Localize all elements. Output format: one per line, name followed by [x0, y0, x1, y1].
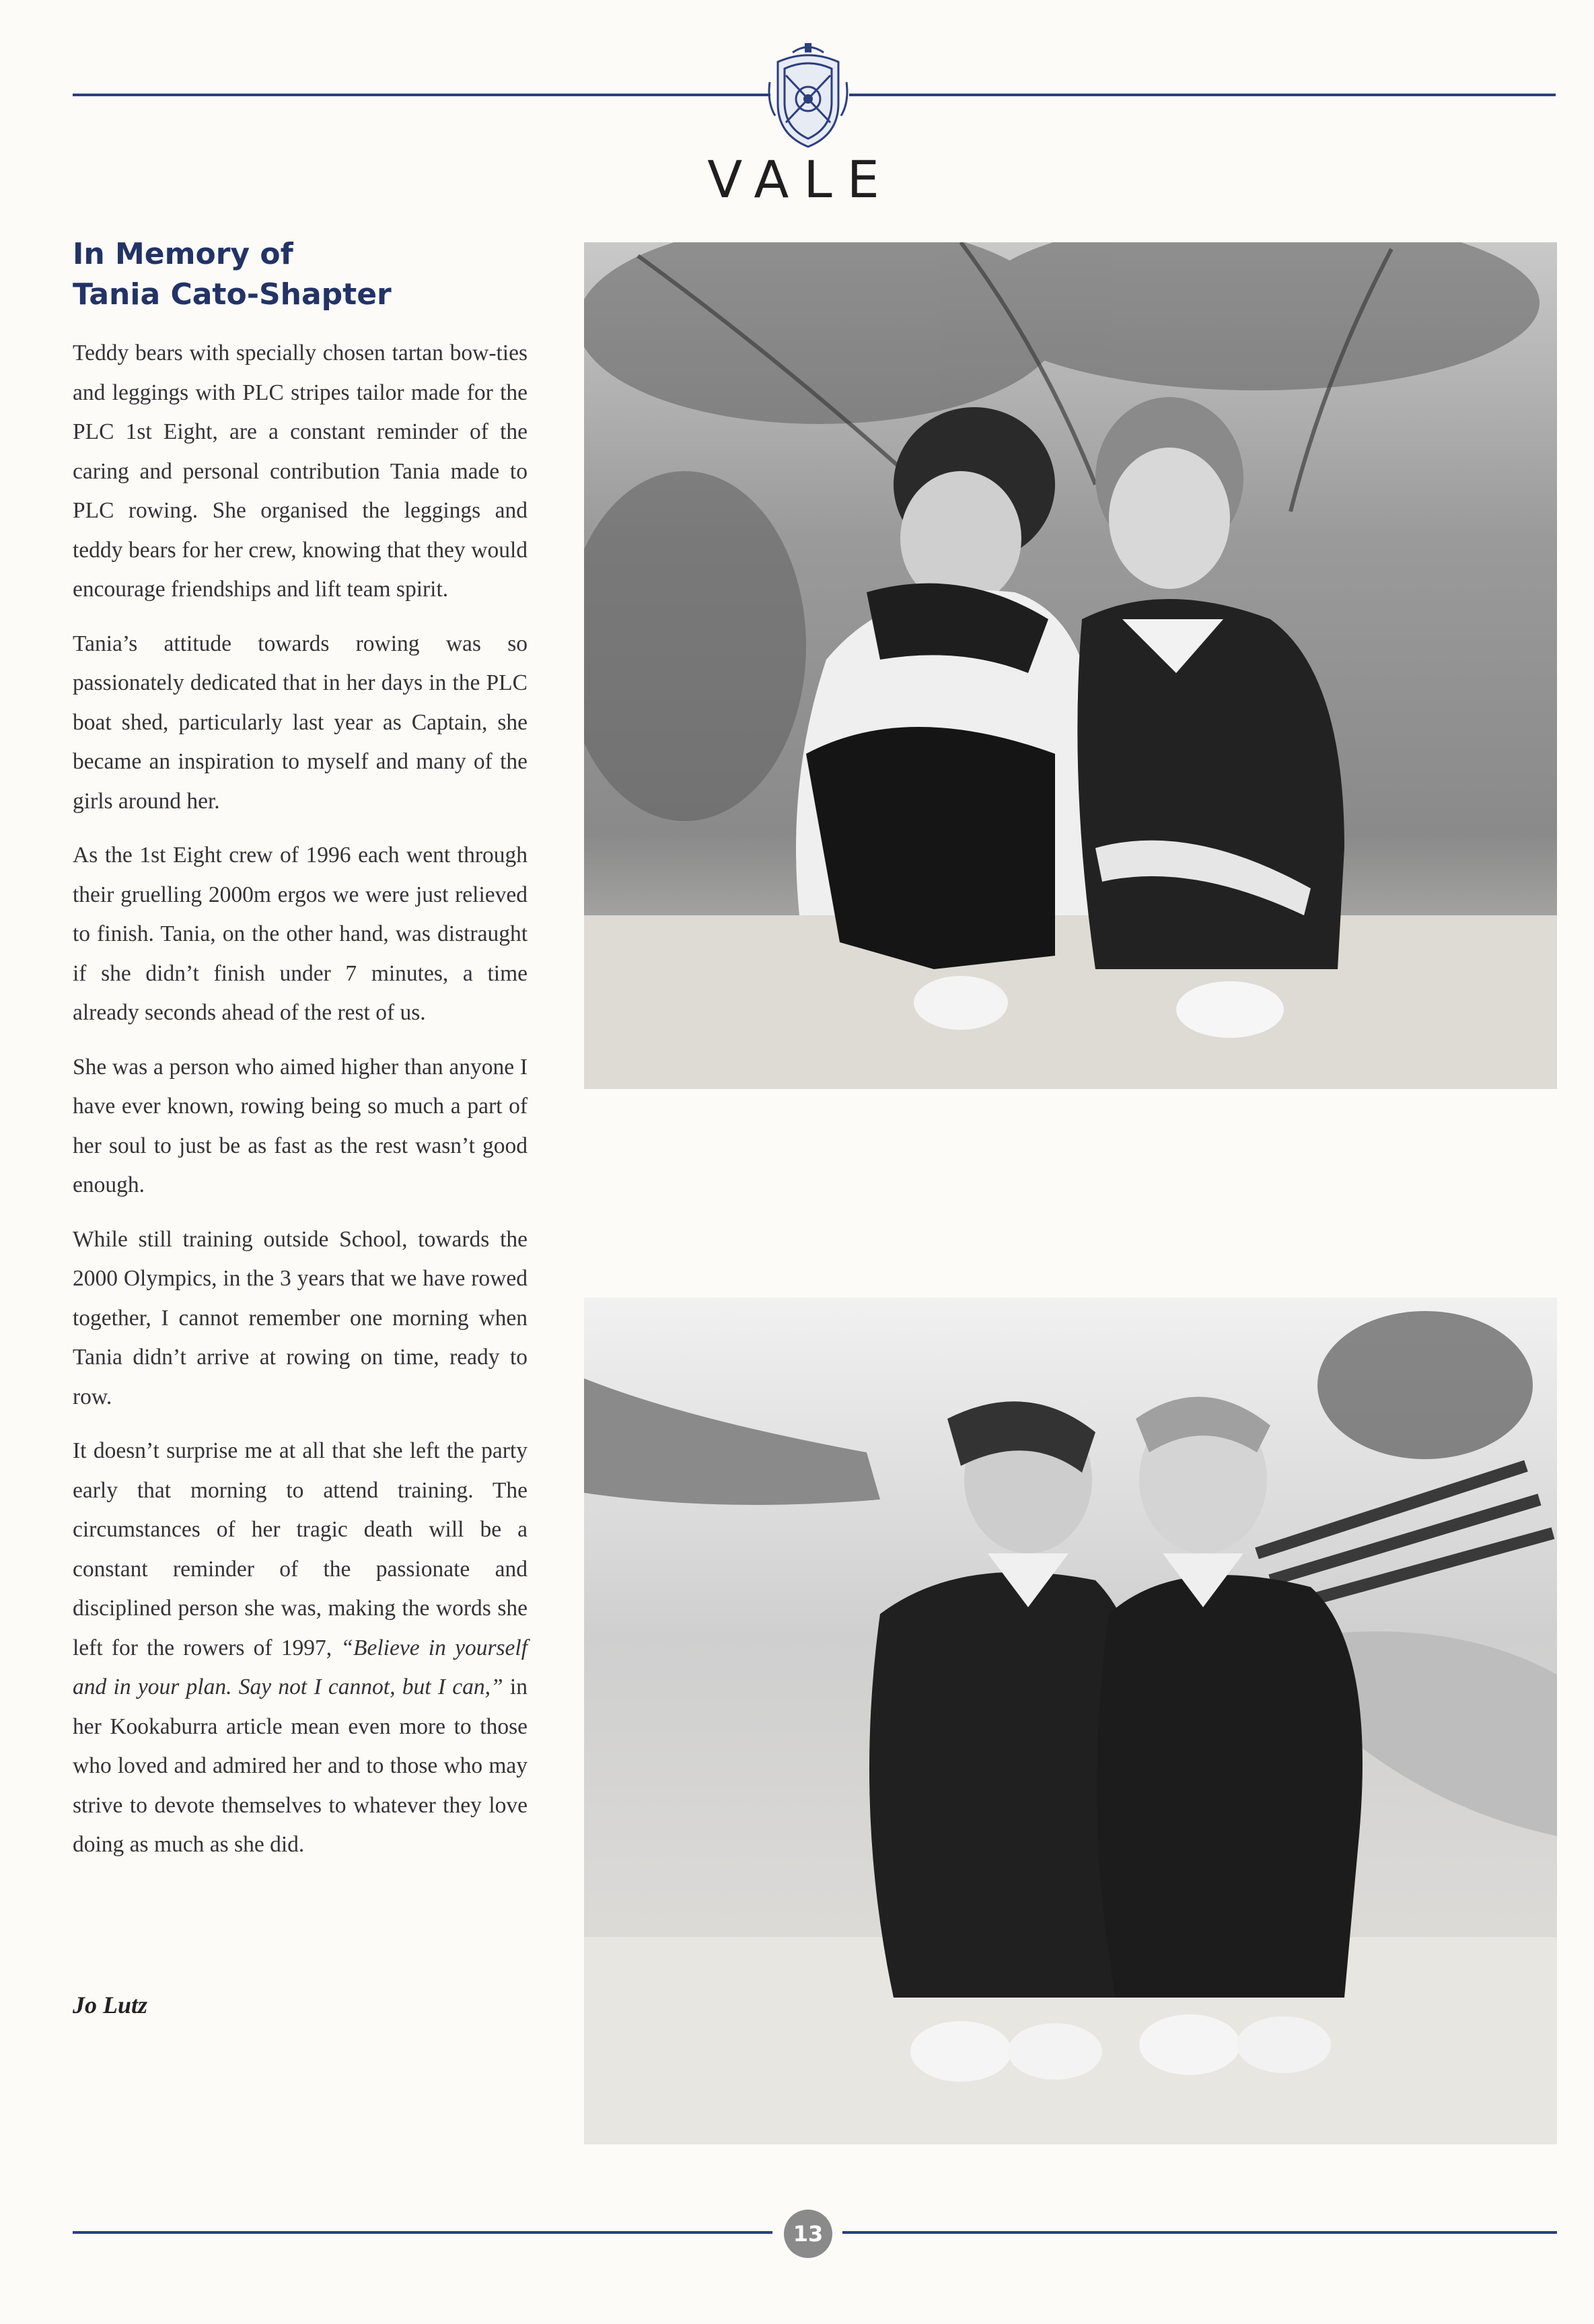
- footer-rule-right: [842, 2231, 1557, 2234]
- article-paragraph-6: [73, 1432, 528, 1865]
- kookaburra-quote: “Believe in yourself and in your plan. Say not I cannot, but I can,”: [73, 1635, 528, 1699]
- photo-rowers-on-beach: [584, 1298, 1557, 2144]
- author-byline: Jo Lutz: [73, 1992, 148, 2018]
- section-title: VALE: [707, 149, 894, 209]
- article-paragraph-5: While still training outside School, towards the 2000 Olympics, in the 3 years that we have rowed together, I cannot remember one morning when Tania didn’t arrive at rowing on time, ready to row.: [73, 1226, 528, 1409]
- headline-line-1: In Memory of: [73, 237, 293, 271]
- article-body: [73, 334, 528, 1880]
- article-paragraph-3: As the 1st Eight crew of 1996 each went through their gruelling 2000m ergos we were just relieved to finish. Tania, on the other hand, was distraught if she didn’t finish under 7 minutes, a time already seconds ahead of the rest of us.: [73, 843, 528, 1025]
- article-paragraph-4: She was a person who aimed higher than anyone I have ever known, rowing being so much a part of her soul to just be as fast as the rest wasn’t good enough.: [73, 1054, 528, 1197]
- photo-rowers-under-tree: [584, 242, 1557, 1089]
- footer-rule-left: [73, 2231, 772, 2234]
- article-paragraph-2: Tania’s attitude towards rowing was so passionately dedicated that in her days in the PLC boat shed, particularly last year as Captain, she became an inspiration to myself and many of the girls around her.: [73, 631, 528, 814]
- paragraph-6-tail: in her Kookaburra article mean even more to those who loved and admired her and to those who may strive to devote themselves to whatever they love doing as much as she did.: [73, 1675, 528, 1857]
- header-rule-left: [73, 94, 770, 96]
- header-rule-right: [849, 94, 1556, 96]
- article-headline: [73, 234, 544, 315]
- school-crest-icon: [766, 42, 850, 152]
- paragraph-6-lead: It doesn’t surprise me at all that she left the party early that morning to attend training. The circumstances of her tragic death will be a constant reminder of the passionate and disciplined person she was, making the words she left for the rowers of 1997,: [73, 1438, 528, 1660]
- article-paragraph-1: Teddy bears with specially chosen tartan bow-ties and leggings with PLC stripes tailor made for the PLC 1st Eight, are a constant reminder of the caring and personal contribution Tania made to PLC rowing. She organised the leggings and teddy bears for her crew, knowing that they would encourage friendships and lift team spirit.: [73, 341, 528, 602]
- headline-line-2: Tania Cato-Shapter: [73, 277, 392, 312]
- page-number-badge: 13: [784, 2210, 832, 2258]
